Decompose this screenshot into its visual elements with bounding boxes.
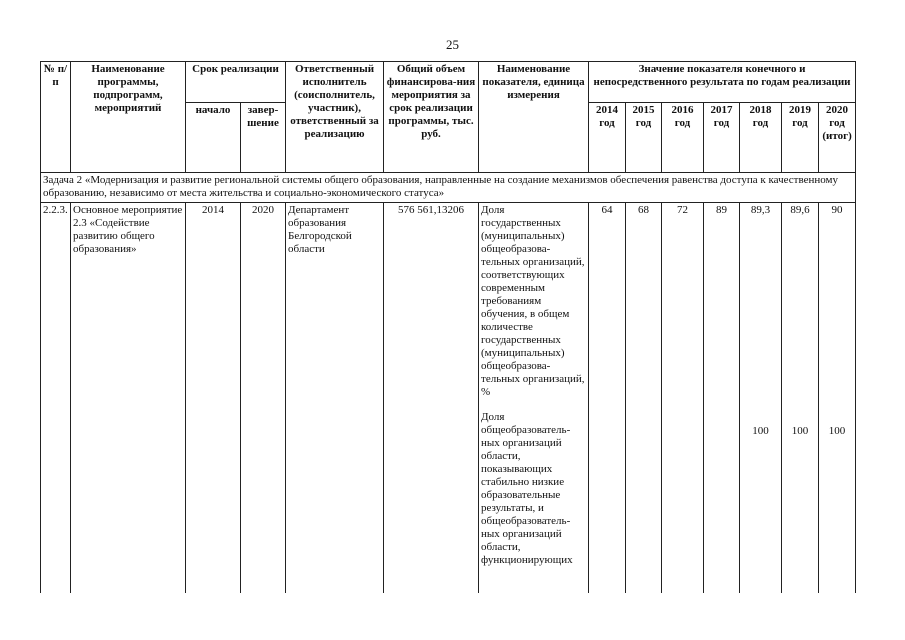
- header-funding: Общий объем финансирова-ния мероприятия за срок реализации программы, тыс. руб.: [384, 62, 479, 173]
- header-start: начало: [186, 103, 241, 173]
- indicator-cell: [479, 203, 589, 593]
- task-description: Задача 2 «Модернизация и развитие региональной системы общего образования, направленные на создание механизмов обеспечения равенства доступа к качественному образованию, независимо от места жительства и социально-экономического статуса»: [41, 173, 856, 203]
- header-end: завер-шение: [241, 103, 286, 173]
- value-2020-ind1: 90: [831, 204, 843, 216]
- value-2016-ind1: 72: [677, 204, 689, 216]
- activity-name: Основное мероприятие 2.3 «Содействие развитию общего образования»: [71, 203, 186, 593]
- value-2014-ind1: 64: [601, 204, 613, 216]
- header-responsible: Ответственный исполнитель (соисполнитель, участник), ответственный за реализацию: [286, 62, 384, 173]
- value-2018-ind2: 100: [752, 425, 769, 437]
- header-year: 2015 год: [626, 103, 662, 173]
- indicator-2: Доля общеобразователь-ных организаций области, показывающих стабильно низкие образовательные результаты, и общеобразователь-ных организаций области, функционирующих: [481, 411, 573, 566]
- value-2020-ind2: 100: [828, 425, 846, 437]
- value-2017-ind1: 89: [716, 204, 728, 216]
- header-year: 2019 год: [782, 103, 819, 173]
- value-cell-2016: [662, 203, 704, 593]
- value-cell-2020: [819, 203, 856, 593]
- header-values-group: Значение показателя конечного и непосредственного результата по годам реализации: [589, 62, 856, 103]
- start-year: 2014: [186, 203, 241, 593]
- header-year: 2016 год: [662, 103, 704, 173]
- value-2018-ind1: 89,3: [750, 204, 771, 216]
- value-2019-ind1: 89,6: [790, 204, 810, 216]
- value-cell-2014: [589, 203, 626, 593]
- header-indicator: Наименование показателя, единица измерения: [479, 62, 589, 173]
- page-number: 25: [446, 37, 459, 52]
- program-table: [40, 61, 856, 593]
- header-year: 2017 год: [704, 103, 740, 173]
- value-2015-ind1: 68: [638, 204, 650, 216]
- responsible-executor: Департамент образования Белгородской области: [286, 203, 384, 593]
- indicator-1: Доля государственных (муниципальных) общеобразова-тельных организаций, соответствующих современным требованиям обучения, в общем количестве государственных (муниципальных) общеобразова-тельных организаций, %: [481, 204, 585, 398]
- value-cell-2015: [626, 203, 662, 593]
- header-num: № п/п: [41, 62, 71, 173]
- value-cell-2019: [782, 203, 819, 593]
- value-cell-2018: [740, 203, 782, 593]
- value-cell-2017: [704, 203, 740, 593]
- end-year: 2020: [241, 203, 286, 593]
- header-year: 2020 год (итог): [819, 103, 856, 173]
- header-name: Наименование программы, подпрограмм, мероприятий: [71, 62, 186, 173]
- funding-amount: 576 561,13206: [384, 203, 479, 593]
- header-year: 2014 год: [589, 103, 626, 173]
- header-period: Срок реализации: [186, 62, 286, 103]
- header-year: 2018 год: [740, 103, 782, 173]
- value-2019-ind2: 100: [791, 425, 809, 437]
- row-number: 2.2.3.: [41, 203, 71, 593]
